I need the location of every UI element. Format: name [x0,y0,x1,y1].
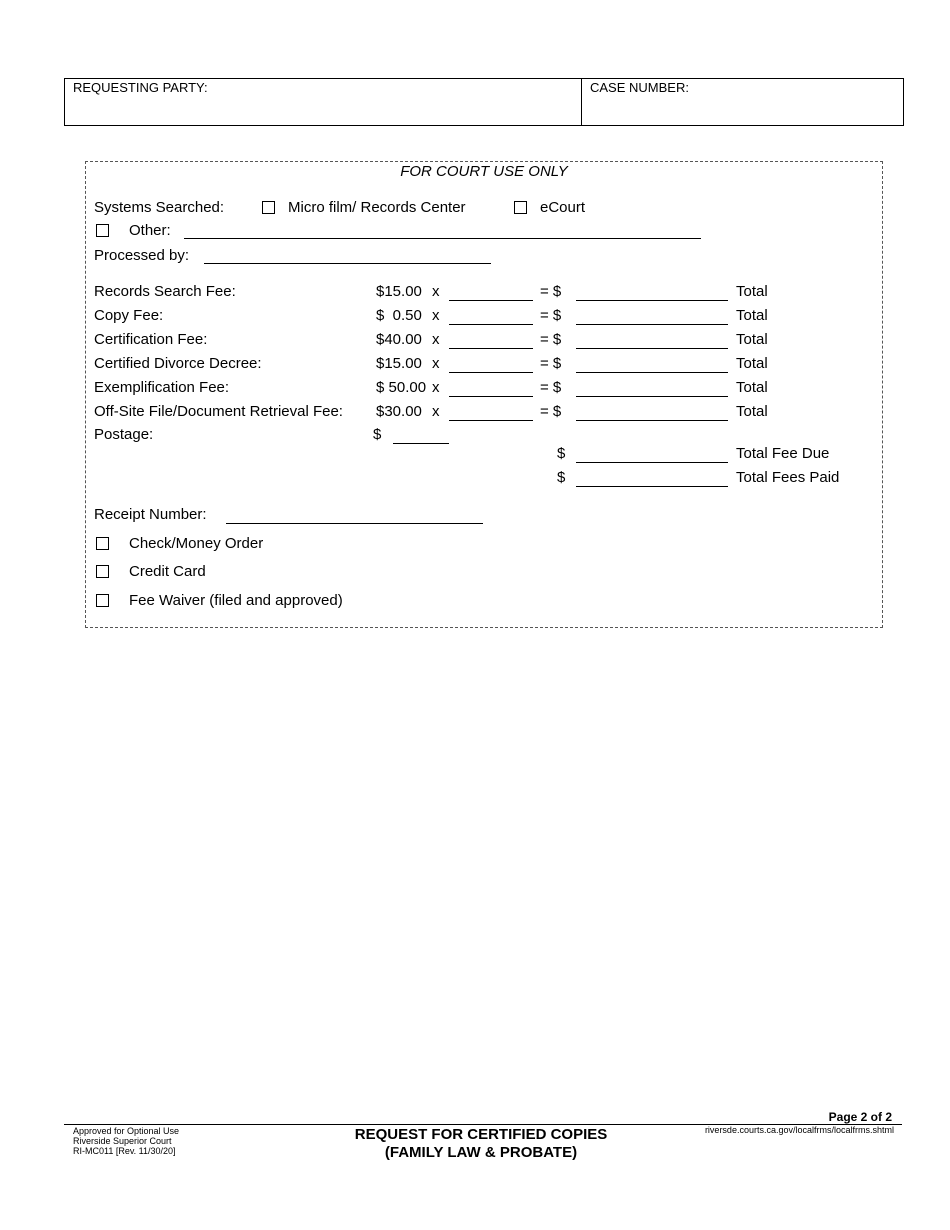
postage-input[interactable] [393,443,449,444]
fee-quantity-input[interactable] [449,372,533,373]
fee-equals: = $ [540,403,562,420]
fee-times: x [432,307,440,324]
requesting-party-label: REQUESTING PARTY: [73,80,208,95]
total-paid-currency: $ [557,469,566,486]
total-paid-label: Total Fees Paid [736,469,840,486]
fee-label: Records Search Fee: [94,283,236,300]
header-divider [581,79,582,125]
fee-price: $40.00 [376,331,422,348]
fee-times: x [432,355,440,372]
court-use-section [85,161,883,628]
fee-total-label: Total [736,283,768,300]
processed-by-label: Processed by: [94,247,190,264]
fee-price: $30.00 [376,403,422,420]
header-table [64,78,904,126]
fee-price: $ 50.00 [376,379,427,396]
fee-total-label: Total [736,355,768,372]
fee-waiver-label: Fee Waiver (filed and approved) [129,592,343,609]
case-number-label: CASE NUMBER: [590,80,689,95]
fee-amount-input[interactable] [576,420,728,421]
fee-price: $15.00 [376,355,422,372]
fee-total-label: Total [736,307,768,324]
fee-total-label: Total [736,403,768,420]
other-checkbox[interactable] [96,224,109,237]
credit-card-label: Credit Card [129,563,206,580]
fee-amount-input[interactable] [576,324,728,325]
case-number-field[interactable] [590,97,896,123]
postage-label: Postage: [94,426,154,443]
fee-quantity-input[interactable] [449,324,533,325]
fee-price: $15.00 [376,283,422,300]
fee-times: x [432,379,440,396]
fee-equals: = $ [540,307,562,324]
form-title-line1: REQUEST FOR CERTIFIED COPIES [354,1126,608,1143]
approval-note: Approved for Optional Use [73,1126,180,1136]
ecourt-label: eCourt [540,199,586,216]
total-paid-input[interactable] [576,486,728,487]
receipt-number-label: Receipt Number: [94,506,207,523]
fee-times: x [432,283,440,300]
requesting-party-field[interactable] [73,97,573,123]
fee-price: $ 0.50 [376,307,422,324]
fee-waiver-checkbox[interactable] [96,594,109,607]
total-due-currency: $ [557,445,566,462]
court-url: riversde.courts.ca.gov/localfrms/localfrms.shtml [704,1125,894,1135]
fee-amount-input[interactable] [576,372,728,373]
fee-quantity-input[interactable] [449,396,533,397]
microfilm-checkbox[interactable] [262,201,275,214]
form-title-line2: (FAMILY LAW & PROBATE) [384,1144,578,1161]
postage-currency: $ [373,426,382,443]
fee-quantity-input[interactable] [449,300,533,301]
fee-label: Off-Site File/Document Retrieval Fee: [94,403,343,420]
other-label: Other: [129,222,171,239]
page-number: Page 2 of 2 [828,1110,892,1124]
fee-label: Certified Divorce Decree: [94,355,262,372]
fee-quantity-input[interactable] [449,420,533,421]
court-name: Riverside Superior Court [73,1136,172,1146]
fee-label: Exemplification Fee: [94,379,230,396]
check-money-order-label: Check/Money Order [129,535,264,552]
microfilm-label: Micro film/ Records Center [288,199,466,216]
fee-equals: = $ [540,331,562,348]
footer-left-info [73,1126,179,1156]
fee-amount-input[interactable] [576,396,728,397]
fee-equals: = $ [540,283,562,300]
check-money-order-checkbox[interactable] [96,537,109,550]
fee-equals: = $ [540,379,562,396]
fee-amount-input[interactable] [576,300,728,301]
credit-card-checkbox[interactable] [96,565,109,578]
fee-times: x [432,403,440,420]
receipt-number-input[interactable] [226,523,483,524]
form-title [250,1126,712,1162]
court-use-title: FOR COURT USE ONLY [400,163,568,180]
total-due-input[interactable] [576,462,728,463]
processed-by-input[interactable] [204,263,491,264]
fee-times: x [432,331,440,348]
fee-total-label: Total [736,379,768,396]
fee-label: Copy Fee: [94,307,164,324]
fee-amount-input[interactable] [576,348,728,349]
fee-total-label: Total [736,331,768,348]
fee-label: Certification Fee: [94,331,208,348]
total-due-label: Total Fee Due [736,445,830,462]
ecourt-checkbox[interactable] [514,201,527,214]
systems-searched-label: Systems Searched: [94,199,225,216]
other-input[interactable] [184,238,701,239]
fee-quantity-input[interactable] [449,348,533,349]
form-number: RI-MC011 [Rev. 11/30/20] [73,1146,176,1156]
fee-equals: = $ [540,355,562,372]
